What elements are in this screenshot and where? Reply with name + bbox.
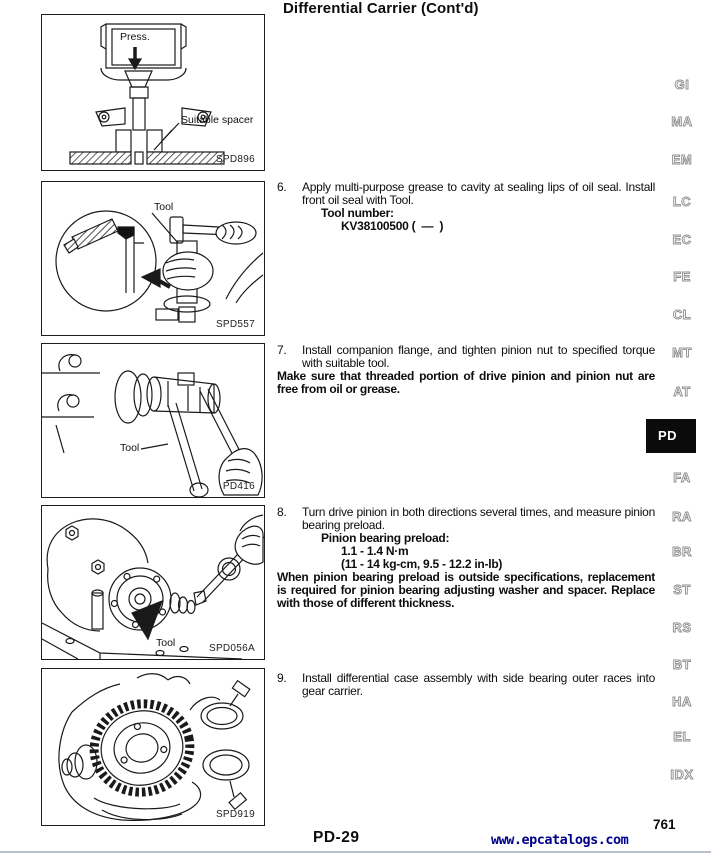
step-9 [277, 672, 655, 698]
step-6 [277, 181, 655, 233]
preload-illustration [42, 506, 264, 659]
section-tab-gi: GI [674, 77, 690, 92]
step-8 [277, 506, 655, 610]
section-tab-mt: MT [672, 345, 692, 360]
scan-page-number: 761 [653, 817, 676, 832]
figure-code: SPD056A [208, 643, 255, 654]
figure-label-tool: Tool [156, 637, 176, 649]
step-7 [277, 344, 655, 396]
figure-code: SPD919 [215, 809, 255, 820]
section-tab-at: AT [673, 384, 691, 399]
figure-code: SPD896 [215, 154, 255, 165]
figure-companion-flange-tool [41, 343, 265, 498]
figure-label-tool: Tool [154, 201, 174, 213]
diff-case-illustration [42, 669, 264, 825]
section-tab-ma: MA [671, 114, 693, 129]
step-text: Install differential case assembly with side bearing outer races into gear carrier. [302, 671, 655, 698]
section-tab-idx: IDX [670, 767, 694, 782]
preload-spec-label: Pinion bearing preload: [321, 531, 450, 545]
section-tab-fe: FE [673, 269, 691, 284]
figure-press-spacer [41, 14, 265, 171]
figure-preload-measure [41, 505, 265, 660]
preload-spec-imperial: (11 - 14 kg-cm, 9.5 - 12.2 in-lb) [341, 557, 503, 571]
step-text: Turn drive pinion in both directions several times, and measure pinion bearing preload. [302, 505, 655, 532]
step-number: 9. [277, 671, 287, 685]
caution-note: Make sure that threaded portion of drive pinion and pinion nut are free from oil or grease. [277, 369, 655, 396]
replacement-note: When pinion bearing preload is outside specifications, replacement is required for pinion bearing adjusting washer and spacer. Replace with those of different thickness. [277, 570, 655, 610]
flange-illustration [42, 344, 264, 497]
page-number-label: PD-29 [313, 829, 360, 846]
figure-code: SPD557 [215, 319, 255, 330]
step-number: 6. [277, 180, 287, 194]
page-title: Differential Carrier (Cont'd) [283, 0, 479, 17]
figure-label-suitable-spacer: Suitable spacer [181, 114, 254, 126]
section-tab-pd-active: PD [646, 419, 696, 453]
figure-diff-case-assembly [41, 668, 265, 826]
section-tab-st: ST [673, 582, 691, 597]
bottom-divider [0, 851, 711, 853]
tool-number-label: Tool number: [321, 206, 394, 220]
step-number: 8. [277, 505, 287, 519]
section-tab-ha: HA [672, 694, 692, 709]
step-number: 7. [277, 343, 287, 357]
section-tab-lc: LC [672, 194, 692, 209]
tool-number-value: KV38100500 ( — ) [341, 219, 444, 233]
press-illustration [42, 15, 264, 170]
figure-code: PD416 [222, 481, 255, 492]
section-tab-ra: RA [672, 509, 692, 524]
watermark-url: www.epcatalogs.com [491, 832, 629, 848]
section-tab-bt: BT [672, 657, 692, 672]
oil-seal-illustration [42, 182, 264, 335]
figure-oil-seal-tool [41, 181, 265, 336]
section-tab-em: EM [671, 152, 693, 167]
preload-spec-metric: 1.1 - 1.4 N·m [341, 544, 409, 558]
step-text: Apply multi-purpose grease to cavity at sealing lips of oil seal. Install front oil seal with Tool. [302, 180, 655, 207]
section-tab-br: BR [672, 544, 692, 559]
section-tab-ec: EC [672, 232, 692, 247]
step-text: Install companion flange, and tighten pinion nut to specified torque with suitable tool. [302, 343, 655, 370]
section-tab-el: EL [673, 729, 691, 744]
section-tab-cl: CL [672, 307, 692, 322]
section-tab-rs: RS [672, 620, 692, 635]
section-tab-fa: FA [673, 470, 691, 485]
figure-label-tool: Tool [120, 442, 140, 454]
figure-label-press: Press. [120, 31, 150, 43]
